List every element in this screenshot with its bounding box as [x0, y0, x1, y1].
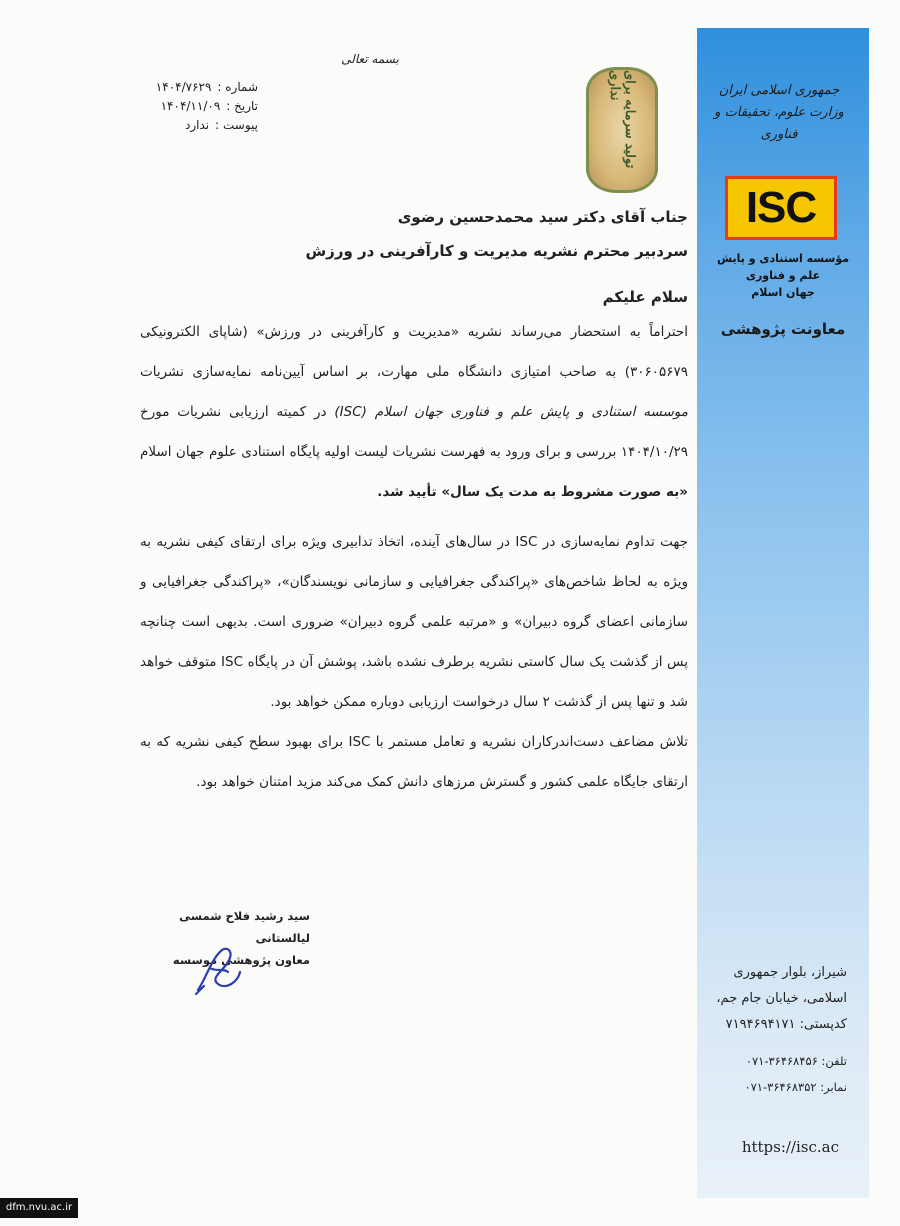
gov-line-2: وزارت علوم، تحقیقات و فناوری: [714, 105, 844, 142]
year-slogan-emblem: [586, 67, 658, 193]
signer-name: سید رشید فلاح شمسی لیالستانی: [179, 909, 310, 945]
signer-title: معاون پژوهشی موسسه: [172, 953, 310, 967]
paragraph-2: جهت تداوم نمایه‌سازی در ISC در سال‌های آینده، اتخاذ تدابیری ویژه برای ارتقای کیفی نشریه به ویژه به لحاظ شاخص‌های «پراکندگی جغرافیایی و سازمانی نویسندگان»، «پراکندگی جغرافیایی و سازمانی اعضای گروه دبیران» و «مرتبه علمی گروه دبیران» ضروری است. بدیهی است چنانچه پس از گذشت یک سال کاستی نشریه برطرف نشده باشد، پوشش آن در پایگاه ISC متوقف خواهد شد و تنها پس از گذشت ۲ سال درخواست ارزیابی دوباره ممکن خواهد بود.: [140, 534, 688, 710]
site-watermark: dfm.nvu.ac.ir: [0, 1198, 78, 1218]
address-line-2: اسلامی، خیابان جام جم،: [716, 991, 847, 1006]
contact-numbers: [707, 1048, 847, 1100]
p1-text-c: تأیید شد.: [377, 484, 442, 500]
isc-logo: [725, 176, 837, 240]
institute-line-2: جهان اسلام: [751, 286, 815, 299]
isc-logo-text: ISC: [745, 183, 817, 232]
bismillah: بسمه تعالی: [341, 52, 399, 66]
postal-address: [707, 960, 847, 1038]
gov-line-1: جمهوری اسلامی ایران: [718, 83, 840, 98]
address-line-1: شیراز، بلوار جمهوری: [733, 965, 847, 980]
number-value: ۱۴۰۴/۷۶۲۹: [155, 80, 212, 94]
date-label: تاریخ :: [226, 99, 258, 113]
attachment-value: ندارد: [185, 118, 210, 132]
attachment-label: پیوست :: [215, 118, 258, 132]
address-line-3: کدپستی: ۷۱۹۴۶۹۴۱۷۱: [725, 1017, 847, 1032]
emblem-text: تولید سرمایه برای نداری: [607, 70, 637, 169]
p1-text-a: احتراماً به استحضار می‌رساند نشریه «مدیریت و کارآفرینی در ورزش» (شاپای الکترونیکی ۳۰۶۰۵۶۷۹) به صاحب امتیازی دانشگاه ملی مهارت، بر اساس آیین‌نامه نمایه‌سازی نشریات: [140, 324, 688, 380]
paragraph-3: تلاش مضاعف دست‌اندرکاران نشریه و تعامل مستمر با ISC برای بهبود سطح کیفی نشریه که به ارتقای جایگاه علمی کشور و گسترش مرزهای دانش کمک می‌کند مزید امتنان خواهد بود.: [140, 734, 688, 790]
addressee-title: سردبیر محترم نشریه مدیریت و کارآفرینی در ورزش: [305, 242, 688, 260]
p1-institute-italic: موسسه استنادی و پایش علم و فناوری جهان اسلام (ISC): [334, 404, 689, 420]
number-row: [98, 78, 258, 97]
addressee-name: جناب آقای دکتر سید محمدحسین رضوی: [397, 208, 688, 226]
letterhead-band: [697, 28, 869, 1198]
institute-name: [707, 250, 859, 301]
paragraph-1: [140, 312, 688, 512]
letter-meta: [98, 78, 258, 135]
deputy-title: معاونت پژوهشی: [720, 320, 846, 338]
phone-number: تلفن: ۳۶۴۶۸۴۵۶-۰۷۱: [745, 1054, 847, 1068]
handwritten-signature: [188, 938, 248, 998]
date-row: [98, 97, 258, 116]
ministry-header: [709, 80, 849, 146]
letter-body: [140, 200, 688, 802]
institute-line-1: مؤسسه استنادی و پایش علم و فناوری: [716, 252, 850, 282]
p1-text-b: در کمیته ارزیابی نشریات مورخ ۱۴۰۴/۱۰/۲۹ بررسی و برای ورود به فهرست نشریات لیست اولیه پایگاه استنادی علوم جهان اسلام: [140, 404, 688, 460]
date-value: ۱۴۰۴/۱۱/۰۹: [160, 99, 221, 113]
attachment-row: [98, 116, 258, 135]
greeting: سلام علیکم: [602, 288, 688, 306]
number-label: شماره :: [217, 80, 258, 94]
website-link[interactable]: https://isc.ac: [741, 1138, 839, 1156]
fax-number: نمابر: ۳۶۴۶۸۳۵۲-۰۷۱: [744, 1080, 847, 1094]
p1-conditional-bold: «به صورت مشروط به مدت یک سال»: [441, 484, 688, 500]
